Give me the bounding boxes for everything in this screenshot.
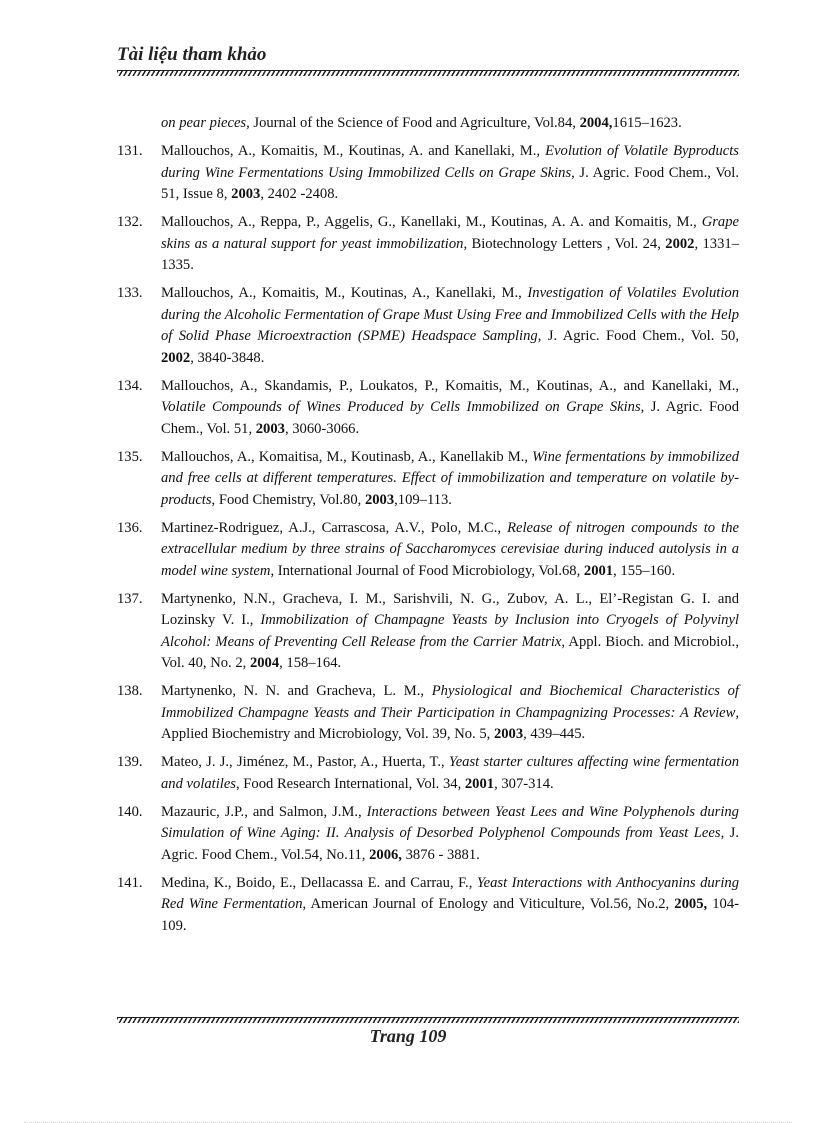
reference-title: Volatile Compounds of Wines Produced by Cells Immobilized on Grape Skins <box>161 399 641 415</box>
reference-title: Grape skins as a natural support for yeast immobilization <box>161 214 739 252</box>
reference-text-segment: 104-109. <box>161 896 739 934</box>
reference-text-segment: Martinez-Rodriguez, A.J., Carrascosa, A.V., Polo, M.C., <box>161 519 508 536</box>
reference-text-segment: , Applied Biochemistry and Microbiology, Vol. 39, No. 5, <box>161 704 739 742</box>
reference-text <box>161 447 739 512</box>
reference-text-segment: , Food Chemistry, Vol.80, <box>211 491 365 508</box>
reference-text-segment: , J. Agric. Food Chem., Vol. 51, <box>161 399 740 437</box>
reference-entry <box>117 681 739 746</box>
reference-text-segment: Mallouchos, A., Komaitis, M., Koutinas, A., Kanellaki, M., <box>161 285 528 301</box>
reference-text-segment: , 155–160. <box>613 562 676 579</box>
reference-text <box>161 873 739 938</box>
reference-text <box>161 113 739 135</box>
reference-text-segment: Mallouchos, A., Reppa, P., Aggelis, G., Kanellaki, M., Koutinas, A. A. and Komaitis, M., <box>161 214 702 230</box>
reference-year: 2001 <box>464 775 495 792</box>
reference-year: 2003 <box>493 726 524 742</box>
reference-title: Yeast starter cultures affecting wine fermentation and volatiles <box>161 754 739 792</box>
reference-text-segment: ,109–113. <box>394 491 452 508</box>
reference-title: Release of nitrogen compounds to the extracellular medium by three strains of Saccharomyces cerevisiae during induced autolysis in a model wine system <box>161 519 739 579</box>
reference-number: 139. <box>117 754 143 770</box>
reference-entry <box>117 141 739 206</box>
reference-year: 2006, <box>369 846 402 863</box>
reference-text <box>161 802 739 867</box>
reference-number: 138. <box>117 683 143 699</box>
reference-entry <box>117 873 739 938</box>
reference-text-segment: Mazauric, J.P., and Salmon, J.M., <box>161 803 367 820</box>
reference-text <box>161 589 739 675</box>
reference-text <box>161 518 739 583</box>
reference-entry <box>117 113 739 135</box>
reference-text-segment: 1615–1623. <box>612 115 682 131</box>
reference-text <box>161 283 739 369</box>
reference-number: 132. <box>117 214 143 230</box>
reference-number: 136. <box>117 519 143 536</box>
reference-text-segment: Mallouchos, A., Komaitis, M., Koutinas, A. and Kanellaki, M., <box>161 143 546 159</box>
reference-text-segment: , 2402 -2408. <box>260 186 339 202</box>
reference-text-segment: , 158–164. <box>279 655 342 671</box>
reference-number: 141. <box>117 874 143 891</box>
reference-text-segment: , International Journal of Food Microbiology, Vol.68, <box>270 562 584 579</box>
reference-title: Investigation of Volatiles Evolution during the Alcoholic Fermentation of Grape Must Using Free and Immobilized Cells with the Help of Solid Phase Microextraction (SPME) Headspace Sampling <box>161 285 740 344</box>
reference-text-segment: Martynenko, N.N., Gracheva, I. M., Sarishvili, N. G., Zubov, A. L., El’-Registan G. I. and Lozinsky V. I., <box>161 590 739 628</box>
page-number: Trang 109 <box>369 1026 447 1046</box>
reference-year: 2005, <box>674 896 708 912</box>
reference-text-segment: , Journal of the Science of Food and Agriculture, Vol.84, <box>246 115 580 131</box>
reference-title: Evolution of Volatile Byproducts during Wine Fermentations Using Immobilized Cells on Grape Skins <box>161 143 739 181</box>
page-header-title: Tài liệu tham khảo <box>117 44 267 65</box>
reference-text <box>161 752 739 795</box>
reference-text-segment: , Biotechnology Letters , Vol. 24, <box>463 235 666 252</box>
reference-text-segment: Medina, K., Boido, E., Dellacassa E. and Carrau, F., <box>161 874 477 891</box>
reference-year: 2001 <box>583 562 614 579</box>
reference-text-segment: Mallouchos, A., Skandamis, P., Loukatos, P., Komaitis, M., Koutinas, A., and Kanellaki, M., <box>161 377 739 394</box>
reference-year: 2002 <box>665 235 695 252</box>
reference-entry <box>117 447 739 512</box>
reference-text-segment: , J. Agric. Food Chem., Vol.54, No.11, <box>161 825 739 863</box>
reference-text-segment: , J. Agric. Food Chem., Vol. 50, <box>537 328 739 344</box>
reference-text-segment: , 307-314. <box>494 775 554 792</box>
reference-text-segment: 3876 - 3881. <box>401 846 480 863</box>
reference-text <box>161 141 739 206</box>
reference-text-segment: , American Journal of Enology and Viticulture, Vol.56, No.2, <box>302 896 675 912</box>
reference-number: 135. <box>117 448 143 465</box>
reference-number: 134. <box>117 377 143 394</box>
reference-text-segment: , 3060-3066. <box>284 420 360 437</box>
reference-text-segment: , 1331–1335. <box>161 235 739 273</box>
reference-text-segment: , Appl. Bioch. and Microbiol., Vol. 40, No. 2, <box>161 633 739 671</box>
reference-title: Physiological and Biochemical Characteristics of Immobilized Champagne Yeasts and Their Participation in Champagnizing Processes: A Review <box>161 683 739 721</box>
reference-title: on pear pieces <box>161 115 247 131</box>
reference-text-segment: Mateo, J. J., Jiménez, M., Pastor, A., Huerta, T., <box>161 754 449 770</box>
reference-entry <box>117 589 739 675</box>
reference-text-segment: , Food Research International, Vol. 34, <box>236 775 465 792</box>
reference-text-segment: , 3840-3848. <box>190 349 265 366</box>
reference-number: 137. <box>117 590 143 607</box>
reference-title: Yeast Interactions with Anthocyanins during Red Wine Fermentation <box>161 874 739 912</box>
reference-text-segment: Martynenko, N. N. and Gracheva, L. M., <box>161 683 432 699</box>
reference-number: 133. <box>117 285 143 301</box>
footer-divider <box>117 1017 739 1023</box>
reference-text <box>161 212 739 277</box>
reference-list <box>117 113 739 944</box>
reference-entry <box>117 518 739 583</box>
header-divider <box>117 70 739 76</box>
reference-text <box>161 376 739 441</box>
reference-year: 2003 <box>231 186 261 202</box>
reference-entry <box>117 376 739 441</box>
reference-text-segment: , 439–445. <box>523 726 586 742</box>
reference-entry <box>117 283 739 369</box>
reference-year: 2003 <box>255 420 285 437</box>
reference-entry <box>117 802 739 867</box>
reference-entry <box>117 212 739 277</box>
reference-year: 2004 <box>249 655 280 671</box>
reference-entry <box>117 752 739 795</box>
reference-number: 131. <box>117 143 143 159</box>
reference-text <box>161 681 739 746</box>
reference-number: 140. <box>117 803 143 820</box>
reference-year: 2004, <box>579 115 613 131</box>
reference-title: Interactions between Yeast Lees and Wine Polyphenols during Simulation of Wine Aging: II. Analysis of Desorbed Polyphenol Compounds from Yeast Lees <box>161 803 739 841</box>
reference-text-segment: Mallouchos, A., Komaitisa, M., Koutinasb, A., Kanellakib M., <box>161 448 533 465</box>
reference-year: 2002 <box>161 349 191 366</box>
reference-year: 2003 <box>364 491 395 508</box>
reference-title: Immobilization of Champagne Yeasts by Inclusion into Cryogels of Polyvinyl Alcohol: Means of Preventing Cell Release from the Carrier Matrix <box>161 612 739 650</box>
reference-text-segment: , J. Agric. Food Chem., Vol. 51, Issue 8, <box>161 164 739 202</box>
reference-title: Wine fermentations by immobilized and free cells at different temperatures. Effect of immobilization and temperature on volatile by-products <box>161 448 739 508</box>
